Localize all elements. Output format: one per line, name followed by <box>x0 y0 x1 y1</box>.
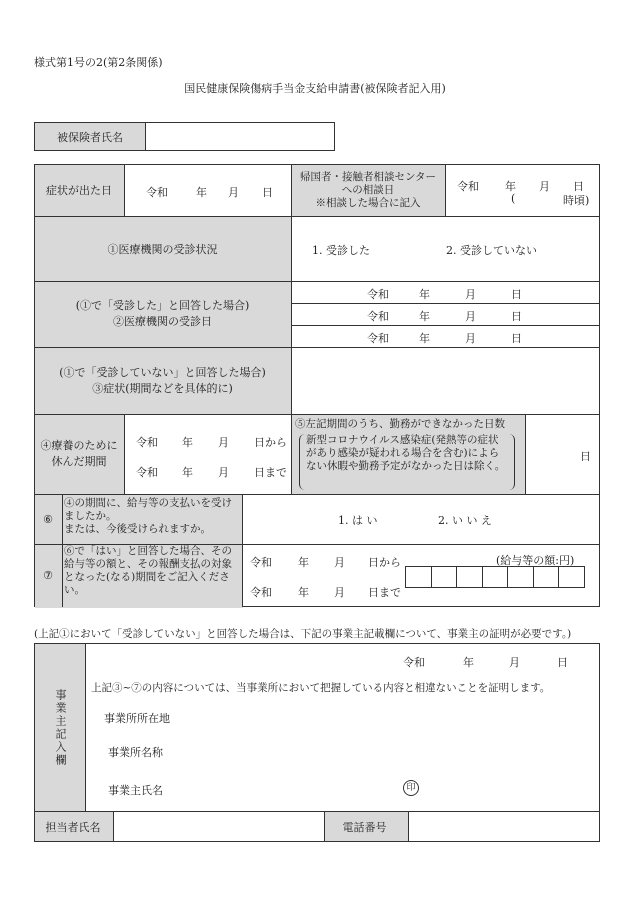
insured-name-field[interactable] <box>145 122 335 151</box>
q4-period-field[interactable]: 令和 年 月 日から 令和 年 月 日まで <box>136 436 287 479</box>
amount-digit-box[interactable] <box>456 566 483 588</box>
q2-date-row-1[interactable]: 令和 年 月 日 <box>367 288 522 301</box>
q6-option-no[interactable]: 2. い い え <box>438 514 492 527</box>
symptom-date-label: 症状が出た日 <box>46 184 112 197</box>
q3-symptom-field[interactable] <box>292 348 599 413</box>
q7-label: ⑥で「はい」と回答した場合、その給与等の額と、その報酬支払の対象となった(なる)期間をご記入ください。 <box>64 545 232 596</box>
staff-name-field[interactable] <box>113 812 322 841</box>
employer-date-year: 年 <box>463 656 474 669</box>
insured-name-label: 被保険者氏名 <box>34 122 146 151</box>
q7-period-field[interactable]: 令和 年 月 日から 令和 年 月 日まで (給与等の額:円) <box>250 554 575 599</box>
q2-label: (①で「受診した」と回答した場合) ②医療機関の受診日 <box>75 299 250 328</box>
phone-label: 電話番号 <box>342 820 387 834</box>
employer-office-label: 事業所名称 <box>108 746 163 759</box>
employer-date-day: 日 <box>557 656 568 669</box>
form-number: 様式第1号の2(第2条関係) <box>34 56 163 69</box>
q7-number: ⑦ <box>43 569 53 582</box>
consult-date-field[interactable]: 令和 年 月 日 ( 時頃) <box>457 180 590 207</box>
amount-digit-box[interactable] <box>507 566 534 588</box>
employer-date-era: 令和 <box>403 656 425 669</box>
form-title: 国民健康保険傷病手当金支給申請書(被保険者記入用) <box>184 82 446 95</box>
q4-label: ④療養のために 休んだ期間 <box>40 439 118 468</box>
employer-certification: 上記③~⑦の内容については、当事業所において把握している内容と相違ないことを証明します。 <box>91 682 551 694</box>
employer-vertical-label: 事業主記入欄 <box>54 688 67 767</box>
q1-option-not-visited[interactable]: 2. 受診していない <box>446 244 537 257</box>
q6-label: ④の期間に、給与等の支払いを受けましたか。 または、今後受けられますか。 <box>64 497 232 535</box>
q1-label: ①医療機関の受診状況 <box>107 242 218 256</box>
q6-option-yes[interactable]: 1. は い <box>338 514 378 527</box>
staff-name-label: 担当者氏名 <box>45 820 101 834</box>
q6-number: ⑥ <box>43 512 53 526</box>
q5-label: ⑤左記期間のうち、勤務ができなかった日数 <box>295 418 505 430</box>
amount-digit-box[interactable] <box>533 566 560 588</box>
q7-amount-boxes[interactable] <box>405 566 585 588</box>
employer-address-label: 事業所所在地 <box>104 712 170 725</box>
q1-option-visited[interactable]: 1. 受診した <box>312 244 370 257</box>
employer-date-month: 月 <box>509 656 520 669</box>
amount-digit-box[interactable] <box>482 566 509 588</box>
q5-days-field[interactable]: 日 <box>580 450 591 463</box>
phone-field[interactable] <box>408 812 599 841</box>
q5-note: 新型コロナウイルス感染症(発熱等の症状があり感染が疑われる場合を含む)によらない休暇や勤務予定がなかった日は除く。 <box>299 434 515 490</box>
consult-center-label: 帰国者・接触者相談センター への相談日 ※相談した場合に記入 <box>299 170 437 209</box>
q3-label: (①で「受診していない」と回答した場合) ③症状(期間などを具体的に) <box>59 365 266 395</box>
amount-digit-box[interactable] <box>405 566 432 588</box>
employer-name-label: 事業主氏名 <box>108 784 163 797</box>
q2-date-row-2[interactable]: 令和 年 月 日 <box>367 310 522 323</box>
symptom-date-field[interactable]: 令和 年 月 日 <box>146 186 273 199</box>
amount-digit-box[interactable] <box>558 566 585 588</box>
q2-date-row-3[interactable]: 令和 年 月 日 <box>367 332 522 345</box>
amount-digit-box[interactable] <box>431 566 458 588</box>
employer-note: (上記①において「受診していない」と回答した場合は、下記の事業主記載欄について、事業主の証明が必要です。) <box>34 628 572 640</box>
seal-mark: 印 <box>403 780 419 796</box>
